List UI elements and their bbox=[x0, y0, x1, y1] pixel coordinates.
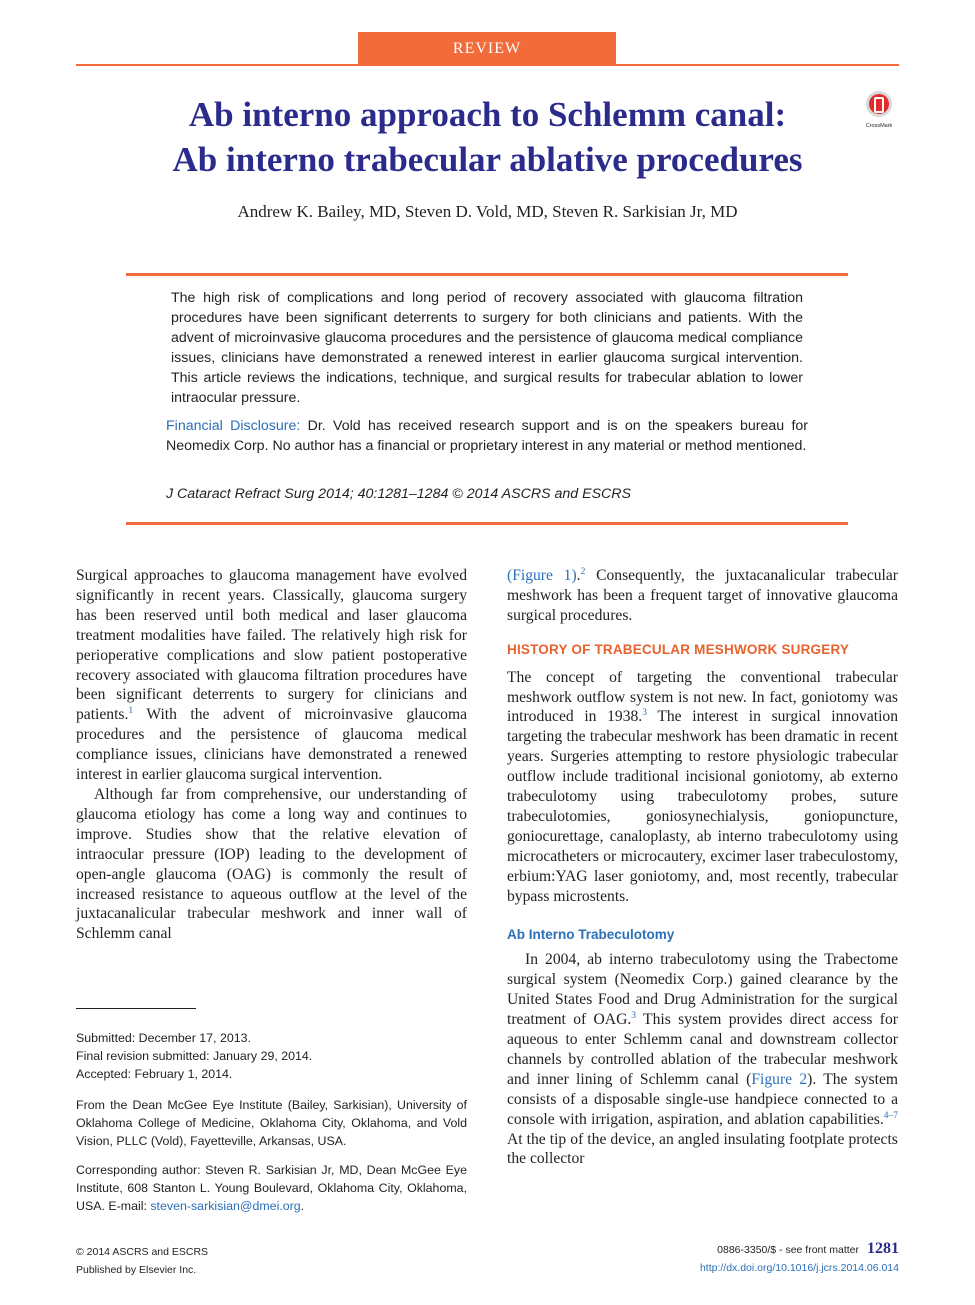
abstract-top-rule bbox=[126, 273, 848, 276]
reference-link[interactable]: 3 bbox=[631, 1010, 636, 1021]
title-line-1: Ab interno approach to Schlemm canal: bbox=[188, 95, 787, 134]
accepted-date: Accepted: February 1, 2014. bbox=[76, 1067, 233, 1081]
header-rule bbox=[76, 64, 899, 66]
reference-link[interactable]: 4–7 bbox=[883, 1110, 898, 1121]
abstract-bottom-rule bbox=[126, 522, 848, 525]
footnote-rule bbox=[76, 1008, 196, 1009]
paragraph: Although far from comprehensive, our understanding of glaucoma etiology has come a long way and continues to improve. Studies show that the relative elevation of intraocular pressure (IOP) leading to the development of open-angle glaucoma (OAG) is commonly the result of increased resistance to aqueous outflow at the level of the juxtacanalicular trabecular meshwork and inner wall of Schlemm canal bbox=[76, 785, 467, 943]
title-line-2: Ab interno trabecular ablative procedures bbox=[172, 140, 803, 179]
paragraph: In 2004, ab interno trabeculotomy using the Trabectome surgical system (Neomedix Corp.) gained clearance by the United States Food and Drug Administration for the surgical treatment of OAG.$^3$ This system provides direct access for aqueous to enter Schlemm canal and downstream collector channels by controlled ablation of the trabecular meshwork and inner lining of Schlemm canal (Figure 2). The system consists of a disposable single-use handpiece connected to a console with irrigation, aspiration, and ablation capabilities.$^{4-7}$ At the tip of the device, an angled insulating footplate protects the collector bbox=[507, 951, 898, 1168]
author-list: Andrew K. Bailey, MD, Steven D. Vold, MD, Steven R. Sarkisian Jr, MD bbox=[237, 202, 738, 221]
body-column-left bbox=[76, 566, 467, 944]
crossmark-label: CrossMark bbox=[865, 123, 893, 129]
crossmark-icon[interactable] bbox=[862, 90, 896, 130]
email-link[interactable]: steven-sarkisian@dmei.org bbox=[150, 1199, 301, 1213]
journal-citation: J Cataract Refract Surg 2014; 40:1281–1284 © 2014 ASCRS and ESCRS bbox=[166, 486, 631, 502]
page-number: 1281 bbox=[867, 1240, 899, 1257]
section-label: REVIEW bbox=[358, 32, 616, 64]
publisher: Published by Elsevier Inc. bbox=[76, 1264, 197, 1276]
subsection-heading: Ab Interno Trabeculotomy bbox=[507, 926, 675, 942]
disclosure-text: Dr. Vold has received research support and is on the speakers bureau for Neomedix Corp. No author has a financial or proprietary interest in any material or method mentioned. bbox=[166, 418, 808, 454]
submission-dates bbox=[76, 1029, 467, 1083]
figure-link[interactable]: (Figure 1) bbox=[507, 567, 577, 584]
doi-link[interactable]: http://dx.doi.org/10.1016/j.jcrs.2014.06.014 bbox=[699, 1262, 899, 1274]
affiliation-note: From the Dean McGee Eye Institute (Bailey, Sarkisian), University of Oklahoma College of Medicine, Oklahoma City, Oklahoma, and Vold Vision, PLLC (Vold), Fayetteville, Arkansas, USA. bbox=[76, 1098, 467, 1148]
disclosure-label: Financial Disclosure: bbox=[166, 418, 301, 434]
article-title bbox=[100, 92, 875, 182]
financial-disclosure bbox=[166, 416, 808, 456]
corresponding-author: Corresponding author: Steven R. Sarkisian Jr, MD, Dean McGee Eye Institute, 608 Stanton L. Young Boulevard, Oklahoma City, Oklahoma, USA. E-mail: steven-sarkisian@dmei.org. bbox=[76, 1163, 467, 1213]
footer-right bbox=[700, 1240, 899, 1277]
submitted-date: Submitted: December 17, 2013. bbox=[76, 1031, 251, 1045]
figure-link[interactable]: Figure 2 bbox=[751, 1070, 808, 1088]
paragraph: Surgical approaches to glaucoma management have evolved significantly in recent years. Classically, glaucoma surgery has been reserved until both medical and laser glaucoma treatment modalities have failed. The relatively high risk for perioperative complications and slow patient postoperative recovery associated with glaucoma filtration procedures have been significant deterrents to surgery for clinicians and patients.$^1$ With the advent of microinvasive glaucoma procedures and the persistence of glaucoma medical compliance issues, clinicians have demonstrated a renewed interest in earlier glaucoma surgical intervention. bbox=[76, 567, 467, 784]
issn: 0886-3350/$ - see front matter bbox=[717, 1244, 859, 1256]
paragraph: The concept of targeting the conventional trabecular meshwork outflow system is not new. In fact, goniotomy was introduced in 1938.$^3$ The interest in surgical innovation targeting the trabecular meshwork has been dramatic in recent years. Surgeries attempting to restore physiologic trabecular outflow include traditional incisional goniotomy, ab externo trabeculotomy using trabeculotomy probes, suture trabeculotomies, goniosynechialysis, goniopuncture, goniocurettage, canaloplasty, ab interno trabeculotomy using microcatheters or microcautery, excimer laser trabeculostomy, erbium:YAG laser goniotomy, and, most recently, trabecular bypass microstents. bbox=[507, 668, 899, 905]
reference-link[interactable]: 3 bbox=[642, 708, 647, 719]
reference-link[interactable]: 2 bbox=[580, 566, 586, 577]
copyright: © 2014 ASCRS and ESCRS bbox=[76, 1246, 209, 1258]
paragraph: (Figure 1).$^2$ Consequently, the juxtacanalicular trabecular meshwork has been a frequent target of innovative glaucoma surgical procedures. bbox=[507, 566, 899, 624]
abstract-text: The high risk of complications and long period of recovery associated with glaucoma filtration procedures have been significant deterrents to surgery for both clinicians and patients. With the advent of microinvasive glaucoma procedures and the persistence of glaucoma medical compliance issues, clinicians have demonstrated a renewed interest in earlier glaucoma surgical intervention. This article reviews the indications, technique, and surgical results for trabecular ablation to lower intraocular pressure. bbox=[171, 290, 803, 406]
section-heading: HISTORY OF TRABECULAR MESHWORK SURGERY bbox=[507, 641, 850, 657]
reference-link[interactable]: 1 bbox=[128, 706, 134, 717]
body-column-right bbox=[507, 566, 898, 1169]
footer-left bbox=[76, 1243, 208, 1279]
final-revision-date: Final revision submitted: January 29, 2014. bbox=[76, 1049, 313, 1063]
